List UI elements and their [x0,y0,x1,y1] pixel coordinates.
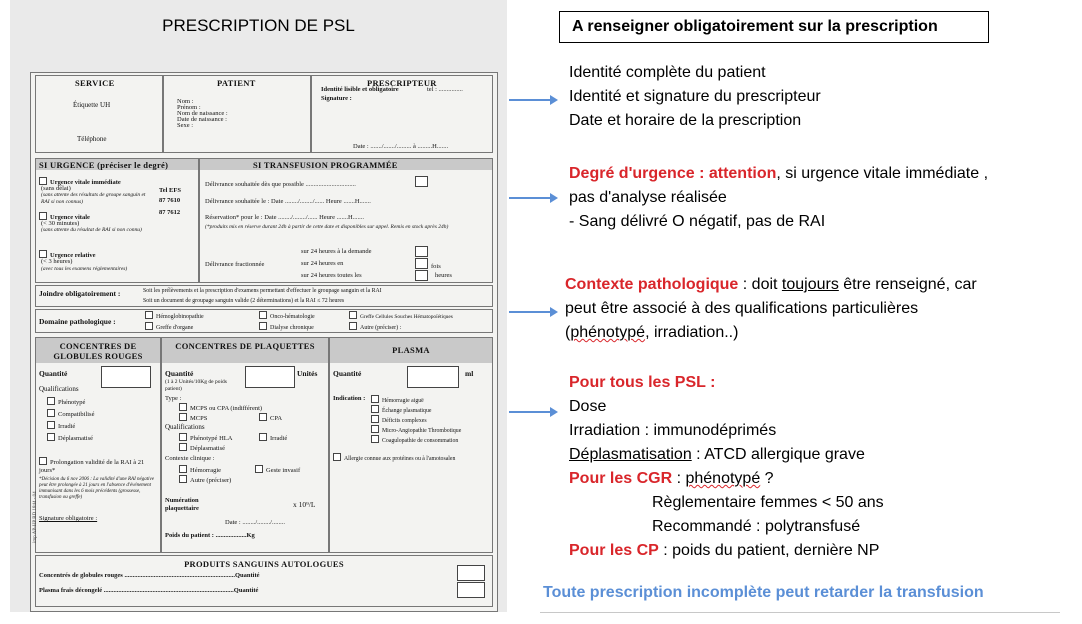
joindre-text-1: Soit les prélèvements et la prescription d'examens permettant d'effectuer le groupage sanguin et la RAI [143,288,382,294]
cgr-qualifications-label: Qualifications [39,385,79,393]
telephone-label: Téléphone [77,135,107,143]
prescription-date-line: Date : ......./......./......... à .........H....... [353,143,449,150]
urgence-item-immediate-sub: (sans délai) [41,185,71,192]
prolongation-note: *Décision du 6 nov 2006 : La validité d'une RAI négative peut être prolongée à 21 jours en l'absence d'événement immunisant dans les 6 mois précédents (grossesse, transfusion ou greffe) [39,477,154,500]
date-horaire: Date et horaire de la prescription [569,112,802,129]
delivrance-fractionnee: Délivrance fractionnée [205,261,265,268]
fraction-en: sur 24 heures en [301,260,344,267]
cgr-qual-compatibilise: Compatibilisé [47,409,94,419]
plasma-item-hemorragie: Hémorragie aiguë [371,395,424,405]
plaquettes-unites-label: Unités [297,369,318,378]
fraction-demande: sur 24 heures à la demande [301,248,372,255]
contexte-line-1: Contexte pathologique : doit toujours être renseigné, car [565,276,977,293]
contexte-line-3: (phénotypé, irradiation..) [565,324,739,341]
plasma-header: PLASMA [392,345,430,355]
form-side-code: imp AP-HP RD 1844 - 04 [33,491,38,543]
domaine-item-hemoglobinopathie: Hémoglobinopathie [145,311,204,321]
joindre-label: Joindre obligatoirement : [39,289,121,298]
cgr-qual-irradie: Irradié [47,421,75,431]
domaine-item-greffe-csh: Greffe Cellules Souches Hématopoïétiques [349,311,453,321]
urgence-item-immediate-note: (sans attente des résultats de groupe sanguin et RAI si non connus) [41,192,146,205]
domaine-item-greffe-organe: Greffe d'organe [145,322,193,332]
section-title: A renseigner obligatoirement sur la prescription [559,11,989,43]
urgence-item-vitale-note: (sans attente du résultat de RAI si non connu) [41,227,142,233]
plaquettes-note: (1 à 2 Unités/10Kg de poids patient) [165,379,227,392]
urgence-line-1: Degré d'urgence : attention, si urgence vitale immédiate , [569,165,989,182]
service-header: SERVICE [75,78,115,88]
poids-patient: Poids du patient : ...................Kg [165,532,255,539]
urgence-item-relative: Urgence relative [39,250,96,260]
plaquettes-type-cpa: CPA [259,413,282,423]
plaquettes-qual-irradie: Irradié [259,433,287,443]
cgr-quantite-label: Quantité [39,369,68,378]
domaine-item-dialyse: Dialyse chronique [259,322,314,332]
plasma-allergie: Allergie connue aux protéines ou à l'amotosalen [333,453,487,463]
urgence-item-vitale-sub: (< 30 minutes) [41,220,80,227]
plaquettes-qual-hla: Phénotypé HLA [179,433,232,443]
prolongation-rai: Prolongation validité de la RAI à 21 jours* [39,459,145,474]
reservation-note: (*produits mis en réserve durant 24h à partir de cette date et disponibles sur appel. Remis en stock après 24h) [205,224,449,230]
plaquettes-type-indifferent: MCPS ou CPA (indifférent) [179,403,262,413]
plasma-item-deficits: Déficits complexes [371,415,427,425]
urgence-item-relative-sub: (< 3 heures) [41,258,73,265]
prescripteur-tel: tel : ............... [427,86,463,93]
prescripteur-header: PRESCRIPTEUR [367,78,437,88]
numeration-label: Numération plaquettaire [165,497,199,512]
cgr-qual-deplasmatise: Déplasmatisé [47,433,93,443]
psl-heading: Pour tous les PSL : [569,374,716,391]
plaquettes-quantite-label: Quantité [165,369,194,378]
tel-efs-number-2: 87 7612 [159,209,181,216]
psl-dose: Dose [569,398,607,415]
autologues-plasma: Plasma frais décongelé ................................................................................Quantité [39,587,259,594]
tel-efs-label: Tel EFS [159,187,181,194]
patient-header: PATIENT [217,78,256,88]
plasma-item-echange: Échange plasmatique [371,405,431,415]
urgence-item-relative-note: (avec tous les examens réglementaires) [41,266,128,272]
urgence-line-2: pas d'analyse réalisée [569,189,727,206]
psl-irradiation: Irradiation : immunodéprimés [569,422,777,439]
cgr-red-text: Pour les CGR [569,470,673,487]
urgence-header: SI URGENCE (préciser le degré) [39,160,169,170]
contexte-clinique-label: Contexte clinique : [165,455,215,462]
cgr-qual-phenotype: Phénotypé [47,397,85,407]
domaine-item-autre: Autre (préciser) : [349,322,401,332]
plasma-item-coagulopathie: Coagulopathie de consommation [371,435,458,445]
fois-label: fois [431,263,441,270]
plasma-item-mat: Micro-Angiopathie Thrombotique [371,425,461,435]
transfusion-header: SI TRANSFUSION PROGRAMMÉE [253,160,398,170]
plasma-quantite-label: Quantité [333,369,362,378]
urgence-red-text: Degré d'urgence : attention [569,165,777,182]
heures-label: heures [435,272,452,279]
footer-warning: Toute prescription incomplète peut retarder la transfusion [543,584,984,601]
contexte-hemorragie: Hémorragie [179,465,221,475]
patient-field-sexe: Sexe : [177,122,194,129]
identity-prescripteur: Identité et signature du prescripteur [569,88,821,105]
form-title: PRESCRIPTION DE PSL [162,16,355,35]
footer-divider [540,612,1060,613]
reservation-line: Réservation* pour le : Date ......../......../...... Heure .......H....... [205,214,365,221]
identite-note: Identité lisible et obligatoire [321,86,399,93]
delivrance-possible: Délivrance souhaitée dès que possible ............................... [205,181,356,188]
plasma-ml-label: ml [465,369,474,378]
plasma-indication-label: Indication : [333,395,366,402]
numeration-date: Date : ......../......../........ [225,519,285,526]
joindre-text-2: Soit un document de groupage sanguin valide (2 déterminations) et la RAI ≤ 72 heures [143,298,345,304]
contexte-geste-invasif: Geste invasif [255,465,300,475]
cp-line: Pour les CP : poids du patient, dernière NP [569,542,880,559]
fraction-toutes-les: sur 24 heures toutes les [301,272,362,279]
urgence-item-immediate: Urgence vitale immédiate [39,177,121,187]
contexte-line-2: peut être associé à des qualifications particulières [565,300,919,317]
patient-field-nom-naissance: Nom de naissance : [177,110,228,117]
psl-deplasmatisation: Déplasmatisation : ATCD allergique grave [569,446,865,463]
identity-patient: Identité complète du patient [569,64,766,81]
delivrance-le: Délivrance souhaitée le : Date ......../......../...... Heure .......H....... [205,198,371,205]
cp-red-text: Pour les CP [569,542,659,559]
cgr-header: CONCENTRES DE GLOBULES ROUGES [53,341,143,361]
signature-obligatoire: Signature obligatoire : [39,515,98,522]
etiquette-label: Étiquette UH [73,101,111,109]
plaquettes-type-label: Type : [165,395,182,402]
numeration-unit: x 10⁹/L [293,500,316,509]
contexte-autre: Autre (préciser) [179,475,231,485]
cgr-line: Pour les CGR : phénotypé ? [569,470,774,487]
plaquettes-qual-deplasmatise: Déplasmatisé [179,443,225,453]
cgr-reglementaire: Règlementaire femmes < 50 ans [652,494,884,511]
patient-field-date-naissance: Date de naissance : [177,116,227,123]
patient-field-prenom: Prénom : [177,104,201,111]
plaquettes-qualifications-label: Qualifications [165,423,205,431]
plaquettes-type-mcps: MCPS [179,413,207,423]
tel-efs-number-1: 87 7610 [159,197,181,204]
urgence-line-3: - Sang délivré O négatif, pas de RAI [569,213,826,230]
domaine-label: Domaine pathologique : [39,317,116,326]
contexte-red-text: Contexte pathologique [565,276,739,293]
autologues-cgr: Concentrés de globules rouges ....................................................................Quantité [39,572,260,579]
signature-label: Signature : [321,95,352,102]
autologues-header: PRODUITS SANGUINS AUTOLOGUES [184,559,344,569]
patient-field-nom: Nom : [177,98,194,105]
plaquettes-header: CONCENTRES DE PLAQUETTES [175,341,315,351]
cgr-recommande: Recommandé : polytransfusé [652,518,861,535]
urgence-item-vitale: Urgence vitale [39,212,90,222]
domaine-item-onco: Onco-hématologie [259,311,315,321]
